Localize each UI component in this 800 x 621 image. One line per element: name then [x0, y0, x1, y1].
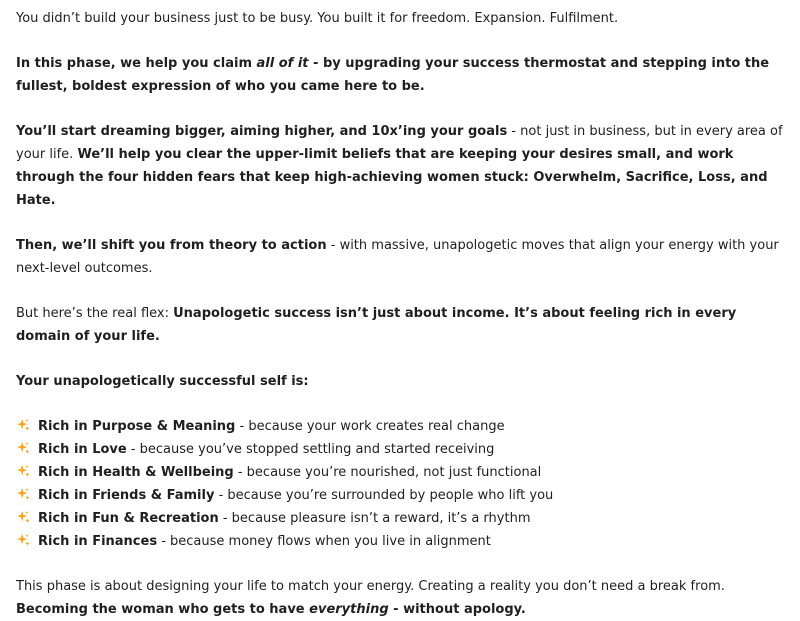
- real-flex-bold: Unapologetic success isn’t just about income. It’s about feeling rich in every domain of your life.: [16, 306, 737, 344]
- rich-item-title: Rich in Love: [38, 442, 127, 457]
- phase-claim-lead: In this phase, we help you claim: [16, 56, 257, 71]
- phase-claim-paragraph: [16, 52, 784, 98]
- dreaming-bigger-middle: - not just in business, but in every area of your life.: [16, 124, 783, 162]
- intro-paragraph: You didn’t build your business just to be busy. You built it for freedom. Expansion. Fulfilment.: [16, 11, 619, 26]
- closing-emphasis: everything: [309, 602, 389, 617]
- phase-claim-rest: - by upgrading your success thermostat and stepping into the fullest, boldest expression of who you came here to be.: [16, 56, 770, 94]
- rich-item-title: Rich in Friends & Family: [38, 488, 215, 503]
- sparkles-icon: [16, 463, 30, 477]
- successful-self-heading: Your unapologetically successful self is:: [16, 374, 309, 389]
- dreaming-bigger-beliefs: We’ll help you clear the upper-limit beliefs that are keeping your desires small, and work through the four hidden fears that keep high-achieving women stuck: Overwhelm, Sacrifice, Loss, and Hate.: [16, 147, 768, 208]
- rich-item-desc: - because money flows when you live in alignment: [157, 534, 491, 549]
- rich-item-title: Rich in Health & Wellbeing: [38, 465, 234, 480]
- rich-item-desc: - because you’ve stopped settling and started receiving: [126, 442, 495, 457]
- rich-item-desc: - because pleasure isn’t a reward, it’s a rhythm: [218, 511, 531, 526]
- sparkles-icon: [16, 417, 30, 431]
- theory-to-action-rest: - with massive, unapologetic moves that align your energy with your next-level outcomes.: [16, 238, 779, 276]
- rich-item-title: Rich in Purpose & Meaning: [38, 419, 236, 434]
- real-flex-paragraph: [16, 302, 784, 348]
- rich-list-item: [16, 461, 784, 484]
- sparkles-icon: [16, 486, 30, 500]
- rich-item-title: Rich in Fun & Recreation: [38, 511, 219, 526]
- sparkles-icon: [16, 440, 30, 454]
- theory-to-action-lead: Then, we’ll shift you from theory to action: [16, 238, 327, 253]
- rich-item-desc: - because you’re nourished, not just functional: [233, 465, 542, 480]
- rich-item-desc: - because you’re surrounded by people who lift you: [214, 488, 554, 503]
- rich-list-item: [16, 530, 784, 553]
- closing-bold: Becoming the woman who gets to have: [16, 602, 310, 617]
- sparkles-icon: [16, 509, 30, 523]
- phase-claim-emphasis: all of it: [256, 56, 309, 71]
- rich-list: [16, 415, 784, 553]
- rich-list-item: [16, 415, 784, 438]
- rich-list-item: [16, 438, 784, 461]
- dreaming-bigger-lead: You’ll start dreaming bigger, aiming higher, and 10x’ing your goals: [16, 124, 508, 139]
- sparkles-icon: [16, 532, 30, 546]
- closing-lead: This phase is about designing your life to match your energy. Creating a reality you don’t need a break from.: [16, 579, 725, 594]
- theory-to-action-paragraph: [16, 234, 784, 280]
- real-flex-lead: But here’s the real flex:: [16, 306, 174, 321]
- closing-end: - without apology.: [388, 602, 526, 617]
- closing-paragraph: [16, 575, 784, 621]
- rich-item-title: Rich in Finances: [38, 534, 158, 549]
- rich-list-item: [16, 507, 784, 530]
- dreaming-bigger-paragraph: [16, 120, 784, 212]
- rich-list-item: [16, 484, 784, 507]
- rich-item-desc: - because your work creates real change: [235, 419, 505, 434]
